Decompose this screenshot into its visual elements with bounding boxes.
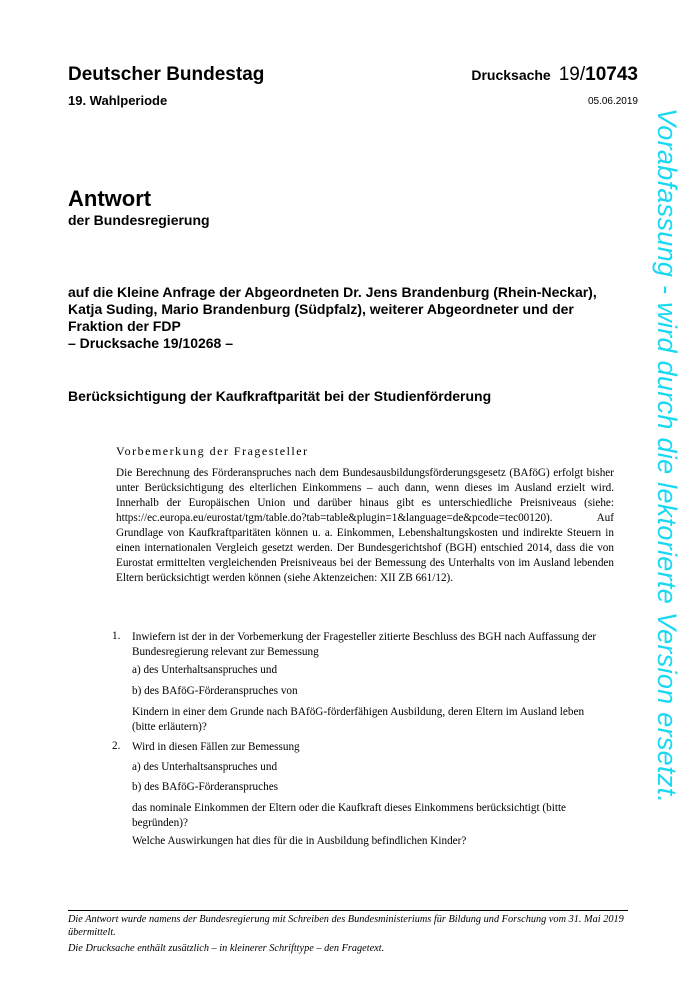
question-number: 2. [112,740,121,752]
inquiry-line: Katja Suding, Mario Brandenburg (Südpfalz), weiterer Abgeordneter und der [68,301,574,317]
inquiry-reference [68,284,628,352]
preliminary-heading: Vorbemerkung der Fragesteller [116,444,309,458]
question-intro: Inwiefern ist der in der Vorbemerkung der Fragesteller zitierte Beschluss des BGH nach Auffassung der Bundesregierung relevant zur Bemessung [132,631,597,658]
drucksache-prefix: 19/ [558,64,586,85]
question-number: 1. [112,630,121,642]
inquiry-line: auf die Kleine Anfrage der Abgeordneten Dr. Jens Brandenburg (Rhein-Neckar), [68,284,597,300]
document-subtitle: der Bundesregierung [68,212,210,228]
drucksache-label: Drucksache [471,67,551,83]
question-option-b: b) des BAföG-Förderanspruches [132,781,279,793]
question-option-b: b) des BAföG-Förderanspruches von [132,685,298,697]
question-option-a: a) des Unterhaltsanspruches und [132,664,278,676]
institution-name: Deutscher Bundestag [68,64,265,85]
electoral-period: 19. Wahlperiode [68,93,168,108]
drucksache-id: 10743 [585,64,638,85]
document-title: Antwort [68,186,152,211]
document-date: 05.06.2019 [587,96,638,107]
footer-note-transmission: Die Antwort wurde namens der Bundesregierung mit Schreiben des Bundesministeriums für Bildung und Forschung vom 31. Mai 2019 übermittelt. [68,914,624,938]
footer-note-typeface: Die Drucksache enthält zusätzlich – in kleinerer Schrifttype – den Fragetext. [68,943,385,954]
preliminary-text: Die Berechnung des Förderanspruches nach dem Bundesausbildungsförderungsgesetz (BAföG) erfolgt bisher unter Berücksichtigung des elterlichen Einkommens – auch dann, wenn dieses im Ausland erzielt wird. Innerhalb der Europäischen Union und darüber hinaus gibt es unterschiedliche Preisniveaus (siehe: https://ec.europa.eu/eurostat/tgm/table.do?tab=table&plugin=1&language=de&pcode=tec00120). Auf Grundlage von Kaufkraftparitäten können u. a. Einkommen, Lebenshaltungskosten und indirekte Steuern in einen internationalen Vergleich gesetzt werden. Der Bundesgerichtshof (BGH) entschied 2014, dass die von Eurostat ermittelten vergleichenden Preisniveaus bei der Bemessung des Unterhalts von im Ausland lebenden Eltern berücksichtigt werden können (siehe Aktenzeichen: XII ZB 661/12). [116,467,614,584]
question-intro: Wird in diesen Fällen zur Bemessung [132,741,300,753]
question-option-a: a) des Unterhaltsanspruches und [132,761,278,773]
inquiry-topic: Berücksichtigung der Kaufkraftparität bei der Studienförderung [68,388,492,404]
inquiry-line: Fraktion der FDP [68,318,181,334]
draft-watermark: Vorabfassung - wird durch die lektorierte Version ersetzt. [652,108,682,804]
inquiry-line: – Drucksache 19/10268 – [68,335,234,351]
preliminary-remark [116,444,614,586]
question-extra: Welche Auswirkungen hat dies für die in Ausbildung befindlichen Kinder? [132,835,467,847]
question-tail: Kindern in einer dem Grunde nach BAföG-förderfähigen Ausbildung, deren Eltern im Ausland leben (bitte erläutern)? [132,706,585,733]
footer-divider [68,910,628,911]
question-tail: das nominale Einkommen der Eltern oder die Kaufkraft dieses Einkommens berücksichtigt (bitte begründen)? [132,802,567,829]
drucksache-number [471,64,638,86]
